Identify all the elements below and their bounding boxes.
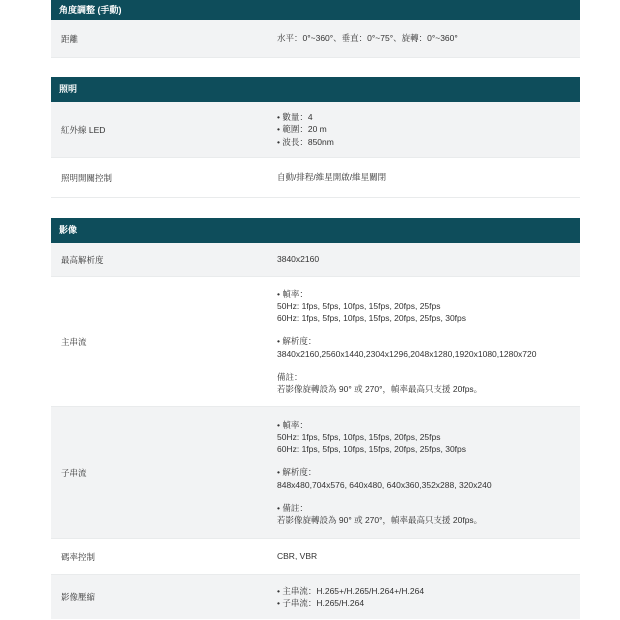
table-row [51, 102, 580, 158]
row-value-line: 50Hz: 1fps, 5fps, 10fps, 15fps, 20fps, 25fps [277, 300, 441, 311]
row-value [269, 539, 580, 574]
table-row [51, 575, 580, 619]
row-value [269, 20, 580, 57]
section-header-video: 影像 [51, 218, 580, 243]
row-value [269, 277, 580, 406]
row-value-line: • 數量：4 [277, 112, 313, 123]
row-value [269, 158, 580, 197]
row-label: 影像壓縮 [61, 592, 96, 602]
row-label: 照明開關控制 [61, 172, 113, 183]
row-label: 主串流 [61, 336, 87, 347]
row-value-line: • 幀率： [277, 419, 308, 430]
row-value-line: 60Hz: 1fps, 5fps, 10fps, 15fps, 20fps, 25fps, 30fps [277, 313, 467, 324]
row-value-line: 3840x2160 [277, 254, 320, 265]
row-value-line: • 解析度： [277, 467, 317, 478]
section-header-lighting: 照明 [51, 77, 580, 102]
table-row [51, 243, 580, 277]
row-value-line: 50Hz: 1fps, 5fps, 10fps, 15fps, 20fps, 25fps [277, 431, 441, 442]
row-value-line: • 幀率： [277, 288, 308, 299]
row-value-line: 若影像旋轉設為 90° 或 270°，幀率最高只支援 20fps。 [277, 515, 483, 525]
row-value-line: 3840x2160,2560x1440,2304x1296,2048x1280,1920x1080,1280x720 [277, 348, 537, 359]
row-value-line: • 範圍：20 m [277, 124, 327, 135]
row-label: 子串流 [61, 467, 87, 478]
table-row [51, 20, 580, 58]
table-row [51, 158, 580, 198]
row-value-line: • 備註： [277, 502, 308, 513]
row-value-line: 60Hz: 1fps, 5fps, 10fps, 15fps, 20fps, 25fps, 30fps [277, 444, 467, 455]
table-row [51, 277, 580, 407]
row-value-line: • 波長：850nm [277, 136, 334, 147]
row-value-line: • 解析度： [277, 336, 317, 347]
row-value [269, 575, 580, 619]
row-label: 最高解析度 [61, 254, 104, 265]
row-value [269, 243, 580, 276]
row-value-line: • 主串流：H.265+/H.265/H.264+/H.264 [277, 585, 425, 596]
row-value-line: 若影像旋轉設為 90° 或 270°，幀率最高只支援 20fps。 [277, 384, 483, 394]
section-header-angle: 角度調整 (手動) [51, 0, 580, 20]
row-label: 碼率控制 [61, 551, 96, 562]
row-value-line: 備註： [277, 371, 303, 382]
row-value-line: • 子串流：H.265/H.264 [277, 598, 365, 608]
row-value-line: 848x480,704x576, 640x480, 640x360,352x288, 320x240 [277, 479, 492, 490]
row-value [269, 102, 580, 157]
table-row [51, 539, 580, 575]
row-value-line: CBR, VBR [277, 551, 318, 562]
spec-table [51, 0, 580, 619]
row-value-line: 自動/排程/維星開啟/維星關閉 [277, 172, 387, 183]
row-value-line: 水平：0°~360°、垂直：0°~75°、旋轉：0°~360° [277, 33, 458, 44]
table-row [51, 407, 580, 539]
row-label: 距離 [61, 33, 79, 44]
row-label: 紅外線 LED [61, 124, 106, 135]
row-value [269, 407, 580, 538]
